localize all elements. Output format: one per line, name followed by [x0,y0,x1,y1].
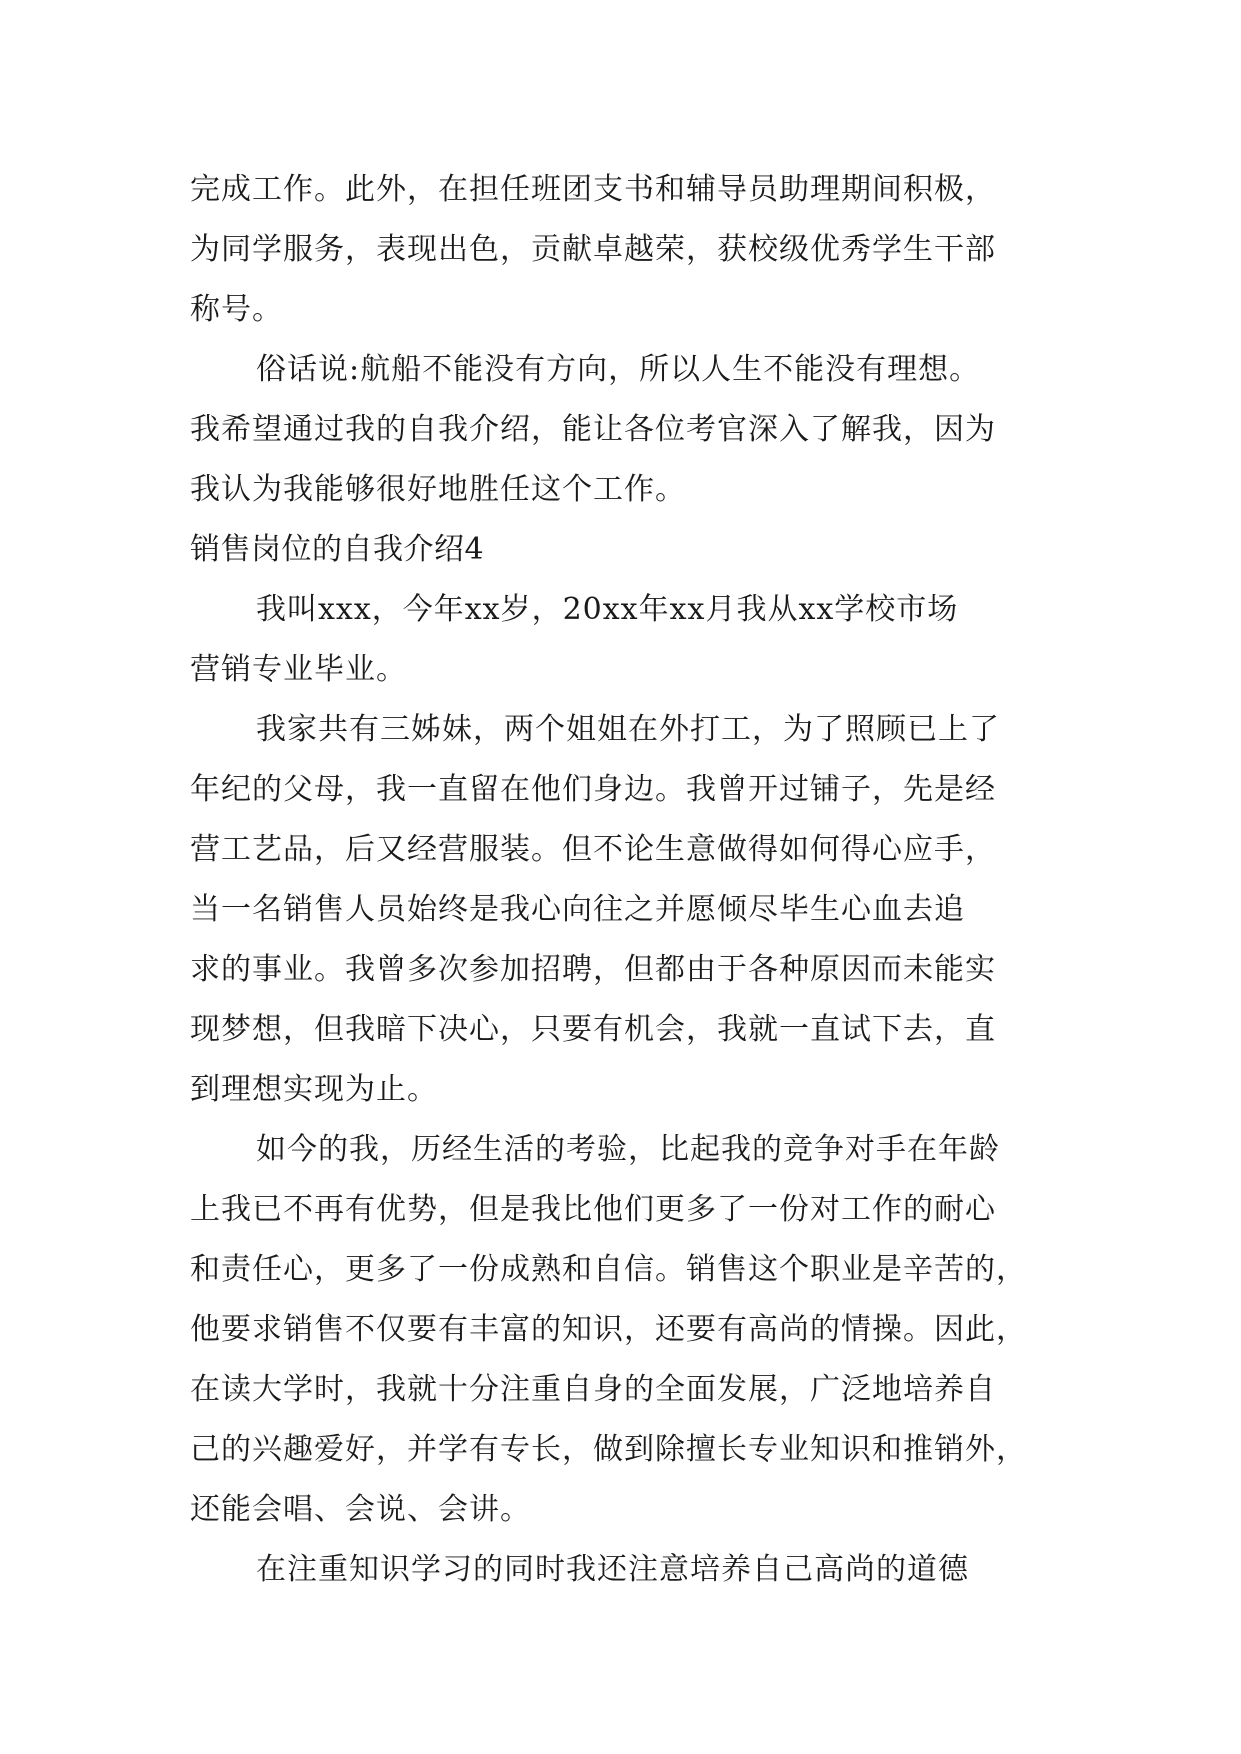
paragraph-line: 营销专业毕业。 [190,652,407,687]
paragraph-line: 俗话说:航船不能没有方向，所以人生不能没有理想。 [256,352,981,387]
paragraph-line: 营工艺品，后又经营服装。但不论生意做得如何得心应手， [190,832,996,867]
paragraph-line: 到理想实现为止。 [190,1072,438,1107]
paragraph-line: 他要求销售不仅要有丰富的知识，还要有高尚的情操。因此， [190,1312,1027,1347]
paragraph-line: 在读大学时，我就十分注重自身的全面发展，广泛地培养自 [190,1372,996,1407]
section-heading: 销售岗位的自我介绍4 [190,532,485,567]
paragraph-line: 还能会唱、会说、会讲。 [190,1492,531,1527]
paragraph-line: 我家共有三姊妹，两个姐姐在外打工，为了照顾已上了 [256,712,1000,747]
paragraph-line: 己的兴趣爱好，并学有专长，做到除擅长专业知识和推销外， [190,1432,1027,1467]
paragraph-line: 当一名销售人员始终是我心向往之并愿倾尽毕生心血去追 [190,892,965,927]
paragraph-line: 我希望通过我的自我介绍，能让各位考官深入了解我，因为 [190,412,996,447]
paragraph-line: 为同学服务，表现出色，贡献卓越荣，获校级优秀学生干部 [190,232,996,267]
paragraph-line: 和责任心，更多了一份成熟和自信。销售这个职业是辛苦的， [190,1252,1027,1287]
paragraph-line: 如今的我，历经生活的考验，比起我的竞争对手在年龄 [256,1132,1000,1167]
paragraph-line: 求的事业。我曾多次参加招聘，但都由于各种原因而未能实 [190,952,996,987]
paragraph-line: 称号。 [190,292,283,327]
paragraph-line: 在注重知识学习的同时我还注意培养自己高尚的道德 [256,1552,969,1587]
paragraph-line: 完成工作。此外，在担任班团支书和辅导员助理期间积极， [190,172,996,207]
paragraph-line: 上我已不再有优势，但是我比他们更多了一份对工作的耐心 [190,1192,996,1227]
paragraph-line: 现梦想，但我暗下决心，只要有机会，我就一直试下去，直 [190,1012,996,1047]
paragraph-line: 我叫xxx，今年xx岁，20xx年xx月我从xx学校市场 [256,592,959,627]
paragraph-line: 我认为我能够很好地胜任这个工作。 [190,472,686,507]
document-body [190,160,1050,1600]
paragraph-line: 年纪的父母，我一直留在他们身边。我曾开过铺子，先是经 [190,772,996,807]
